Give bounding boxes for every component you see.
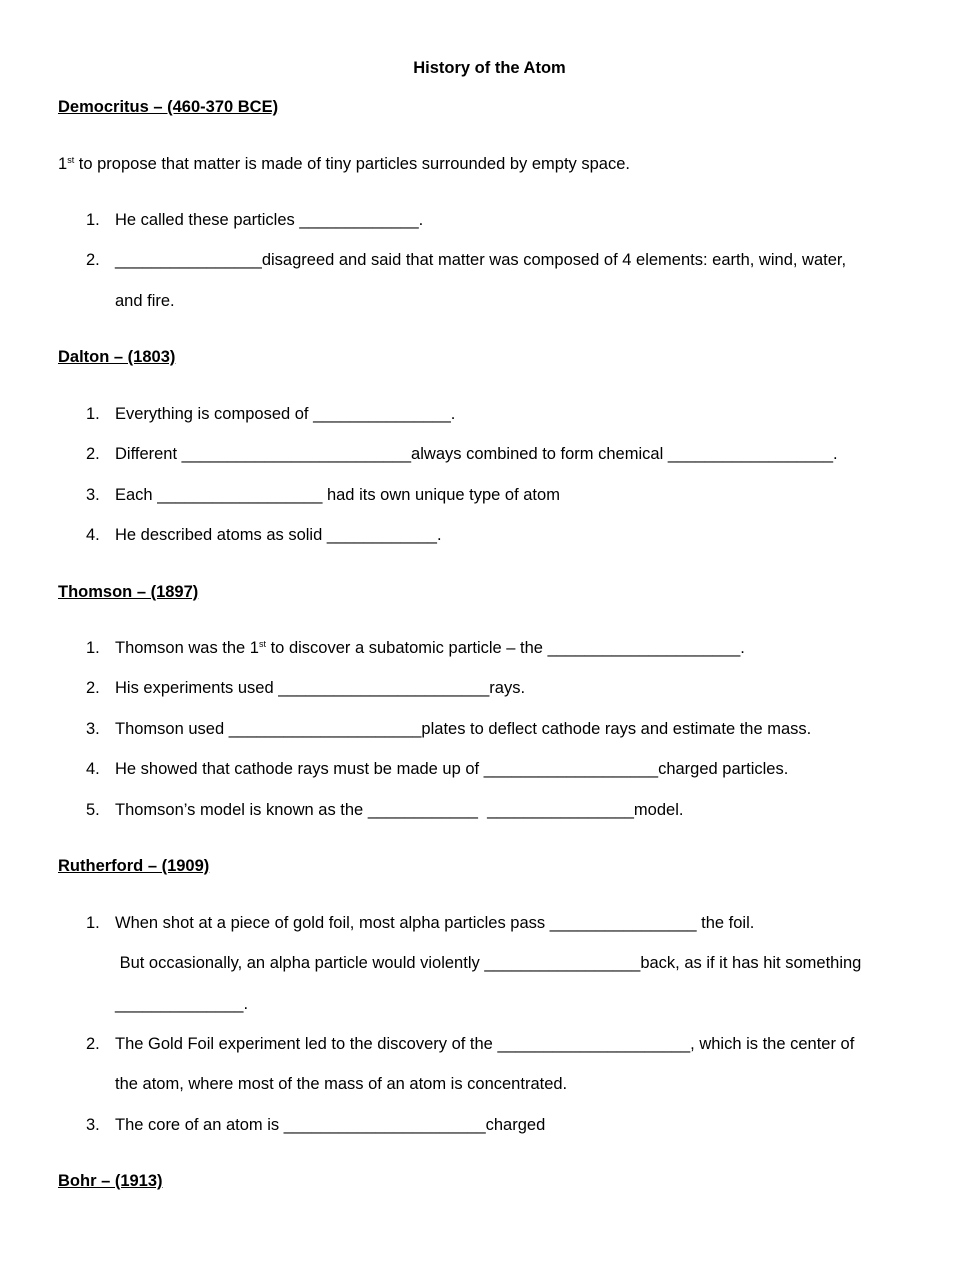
list-number: 5.	[86, 801, 100, 819]
question-text: The core of an atom is ______________________charged	[115, 1116, 546, 1134]
list-number: 3.	[86, 486, 100, 504]
question-text-continued: But occasionally, an alpha particle would violently _________________back, as if it has hit something	[115, 954, 862, 972]
list-number: 1.	[86, 639, 100, 657]
question-text-continued: the atom, where most of the mass of an atom is concentrated.	[115, 1075, 568, 1093]
list-number: 4.	[86, 760, 100, 778]
list-number: 2.	[86, 1035, 100, 1053]
question-text: Different _________________________always combined to form chemical __________________.	[115, 445, 838, 463]
question-text: ________________disagreed and said that matter was composed of 4 elements: earth, wind, water,	[115, 251, 847, 269]
question-text: Everything is composed of _______________.	[115, 405, 456, 423]
question-text: Each __________________ had its own unique type of atom	[115, 486, 560, 504]
question-text: The Gold Foil experiment led to the discovery of the _____________________, which is the center of	[115, 1035, 855, 1053]
section-heading-democritus: Democritus – (460-370 BCE)	[58, 98, 279, 116]
section-heading-thomson: Thomson – (1897)	[58, 583, 199, 601]
section-heading-dalton: Dalton – (1803)	[58, 348, 176, 366]
question-text: He showed that cathode rays must be made up of ___________________charged particles.	[115, 760, 789, 778]
section-heading-bohr: Bohr – (1913)	[58, 1172, 163, 1190]
list-number: 2.	[86, 445, 100, 463]
question-text: When shot at a piece of gold foil, most alpha particles pass ________________ the foil.	[115, 914, 755, 932]
list-number: 2.	[86, 679, 100, 697]
section-heading-rutherford: Rutherford – (1909)	[58, 857, 210, 875]
question-text: He called these particles _____________.	[115, 211, 424, 229]
list-number: 1.	[86, 211, 100, 229]
question-text-continued: and fire.	[115, 292, 175, 310]
democritus-intro: 1st to propose that matter is made of tiny particles surrounded by empty space.	[58, 155, 630, 173]
question-text: He described atoms as solid ____________.	[115, 526, 442, 544]
question-text: Thomson used _____________________plates to deflect cathode rays and estimate the mass.	[115, 720, 812, 738]
question-text: His experiments used _______________________rays.	[115, 679, 526, 697]
list-number: 2.	[86, 251, 100, 269]
question-text-continued: ______________.	[115, 995, 249, 1013]
list-number: 4.	[86, 526, 100, 544]
question-text: Thomson was the 1st to discover a subatomic particle – the _____________________.	[115, 639, 745, 657]
list-number: 3.	[86, 1116, 100, 1134]
question-text: Thomson’s model is known as the ____________ ________________model.	[115, 801, 684, 819]
page-title: History of the Atom	[413, 59, 566, 77]
list-number: 3.	[86, 720, 100, 738]
list-number: 1.	[86, 914, 100, 932]
list-number: 1.	[86, 405, 100, 423]
